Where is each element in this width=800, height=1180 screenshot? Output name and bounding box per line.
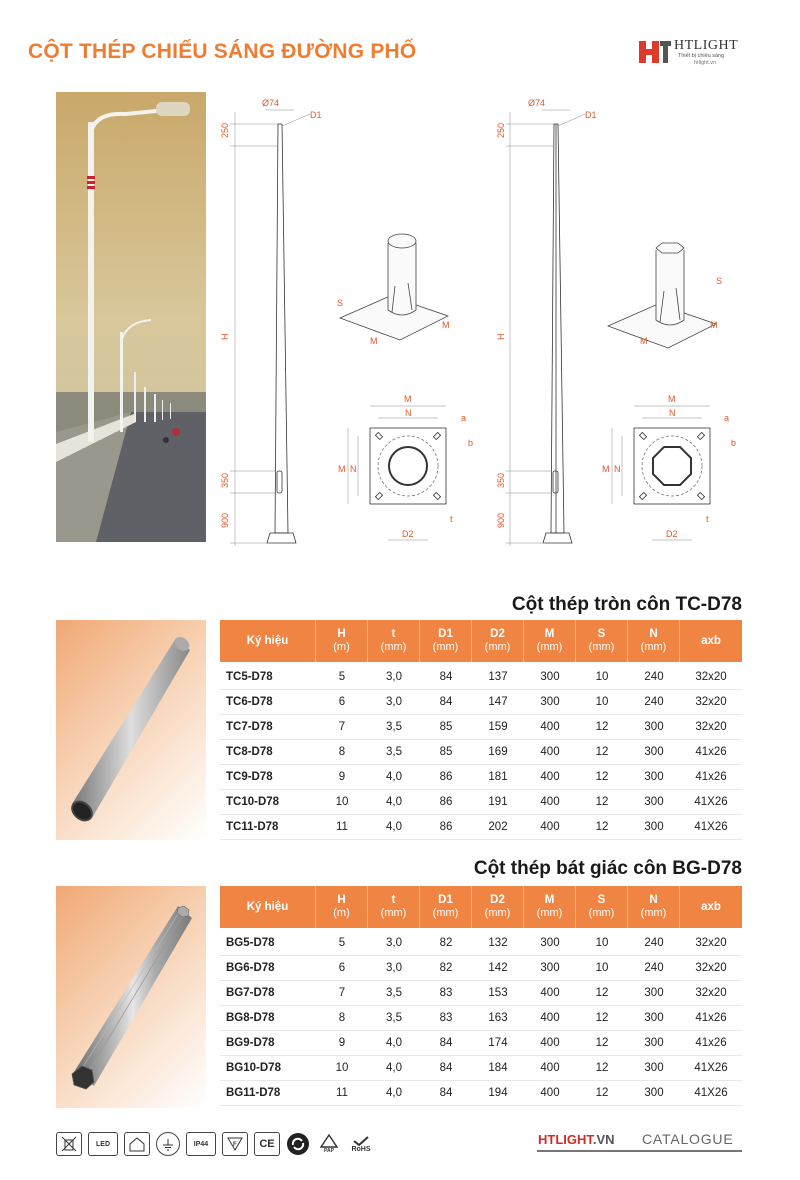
table-cell: 5	[316, 662, 368, 690]
table-cell: 400	[524, 1081, 576, 1106]
cell-code: BG11-D78	[220, 1081, 316, 1106]
table-cell: 3,0	[368, 956, 420, 981]
logo-brand: HTLIGHT	[674, 38, 739, 53]
table-cell: 82	[420, 928, 472, 956]
table-cell: 400	[524, 815, 576, 840]
svg-text:F: F	[233, 1142, 237, 1148]
street-photo	[56, 92, 206, 542]
left-d2-label: D2	[402, 529, 414, 539]
table-cell: 240	[628, 956, 680, 981]
octagonal-section-title: Cột thép bát giác côn BG-D78	[473, 858, 742, 879]
table-cell: 11	[316, 1081, 368, 1106]
table-cell: 159	[472, 715, 524, 740]
octagonal-pole-elevation	[506, 110, 585, 546]
table-cell: 6	[316, 956, 368, 981]
right-m-label: M	[668, 394, 676, 404]
table-cell: 12	[576, 1056, 628, 1081]
table-cell: 32x20	[680, 662, 742, 690]
table-cell: 153	[472, 981, 524, 1006]
table-cell: 12	[576, 740, 628, 765]
table-cell: 12	[576, 981, 628, 1006]
footer-catalogue-label: CATALOGUE	[642, 1131, 734, 1147]
right-n-label: N	[669, 408, 676, 418]
table-cell: 300	[628, 1056, 680, 1081]
round-spec-table	[220, 620, 742, 840]
table-cell: 7	[316, 981, 368, 1006]
right-top-h-label: 250	[496, 122, 506, 138]
table-cell: 12	[576, 765, 628, 790]
table-cell: 163	[472, 1006, 524, 1031]
table-header-row	[220, 886, 742, 928]
cell-code: TC10-D78	[220, 790, 316, 815]
table-cell: 11	[316, 815, 368, 840]
certification-icons	[56, 1130, 374, 1158]
ce-icon: CE	[254, 1132, 280, 1156]
table-cell: 300	[628, 1081, 680, 1106]
table-cell: 9	[316, 1031, 368, 1056]
table-cell: 300	[524, 662, 576, 690]
left-s-label: S	[337, 298, 344, 308]
table-cell: 12	[576, 815, 628, 840]
rohs-icon: RoHS	[348, 1132, 374, 1156]
table-cell: 400	[524, 740, 576, 765]
table-row	[220, 790, 742, 815]
round-base-3d	[340, 234, 448, 340]
cell-code: BG10-D78	[220, 1056, 316, 1081]
left-base-h-label: 900	[220, 512, 230, 528]
table-cell: 240	[628, 662, 680, 690]
cell-code: TC7-D78	[220, 715, 316, 740]
header-axb: axb	[680, 620, 742, 662]
left-door-h-label: 350	[220, 472, 230, 488]
left-b-label: b	[468, 438, 474, 448]
left-t-label: t	[450, 514, 453, 524]
table-cell: 300	[524, 956, 576, 981]
led-icon: LED	[88, 1132, 118, 1156]
technical-drawings	[210, 88, 750, 558]
table-cell: 132	[472, 928, 524, 956]
table-cell: 41x26	[680, 765, 742, 790]
header-n: N (mm)	[628, 620, 680, 662]
table-cell: 300	[628, 981, 680, 1006]
table-cell: 41X26	[680, 790, 742, 815]
round-pole-elevation	[230, 110, 310, 546]
table-cell: 86	[420, 790, 472, 815]
table-cell: 41X26	[680, 815, 742, 840]
table-cell: 147	[472, 690, 524, 715]
left-n-label: N	[405, 408, 412, 418]
table-cell: 4,0	[368, 765, 420, 790]
f-mark-icon	[222, 1132, 248, 1156]
left-m-label: M	[404, 394, 412, 404]
table-cell: 240	[628, 928, 680, 956]
table-cell: 84	[420, 1056, 472, 1081]
header-code: Ký hiệu	[220, 886, 316, 928]
table-cell: 8	[316, 1006, 368, 1031]
header-code: Ký hiệu	[220, 620, 316, 662]
octagonal-base-plan	[612, 406, 710, 540]
cell-code: BG6-D78	[220, 956, 316, 981]
table-cell: 4,0	[368, 790, 420, 815]
octagonal-pipe-image	[56, 886, 206, 1108]
table-cell: 12	[576, 790, 628, 815]
cell-code: BG5-D78	[220, 928, 316, 956]
table-cell: 41x26	[680, 1006, 742, 1031]
header-m: M (mm)	[524, 886, 576, 928]
table-cell: 184	[472, 1056, 524, 1081]
table-cell: 4,0	[368, 1031, 420, 1056]
recycle-icon	[286, 1132, 310, 1156]
logo-slogan: Thiết bị chiếu sáng	[678, 53, 725, 59]
table-cell: 84	[420, 1081, 472, 1106]
table-cell: 32x20	[680, 956, 742, 981]
table-cell: 41X26	[680, 1056, 742, 1081]
octagonal-base-3d	[608, 243, 716, 348]
table-cell: 83	[420, 981, 472, 1006]
table-cell: 169	[472, 740, 524, 765]
table-cell: 300	[628, 740, 680, 765]
table-cell: 400	[524, 765, 576, 790]
cell-code: BG9-D78	[220, 1031, 316, 1056]
table-cell: 5	[316, 928, 368, 956]
table-cell: 4,0	[368, 1081, 420, 1106]
table-cell: 10	[576, 690, 628, 715]
table-cell: 240	[628, 690, 680, 715]
table-cell: 3,5	[368, 981, 420, 1006]
table-row	[220, 1081, 742, 1106]
table-cell: 400	[524, 981, 576, 1006]
weee-icon	[56, 1132, 82, 1156]
table-cell: 3,0	[368, 690, 420, 715]
table-cell: 400	[524, 790, 576, 815]
table-row	[220, 981, 742, 1006]
table-row	[220, 956, 742, 981]
right-t-label: t	[706, 514, 709, 524]
round-table-body	[220, 662, 742, 840]
table-cell: 10	[576, 956, 628, 981]
header-d1: D1 (mm)	[420, 620, 472, 662]
table-cell: 300	[524, 690, 576, 715]
right-d1-label: D1	[585, 110, 597, 120]
header-d1: D1 (mm)	[420, 886, 472, 928]
header-h: H (m)	[316, 886, 368, 928]
table-cell: 83	[420, 1006, 472, 1031]
table-cell: 84	[420, 690, 472, 715]
right-door-h-label: 350	[496, 472, 506, 488]
left-n-label-v: N	[350, 464, 357, 474]
table-cell: 4,0	[368, 1056, 420, 1081]
round-base-plan	[348, 406, 446, 540]
table-cell: 12	[576, 1006, 628, 1031]
table-cell: 300	[628, 815, 680, 840]
right-top-dia-label: Ø74	[528, 98, 546, 108]
table-cell: 84	[420, 1031, 472, 1056]
table-cell: 3,0	[368, 928, 420, 956]
table-cell: 3,5	[368, 715, 420, 740]
header-n: N (mm)	[628, 886, 680, 928]
table-cell: 12	[576, 1081, 628, 1106]
table-cell: 9	[316, 765, 368, 790]
right-base-h-label: 900	[496, 512, 506, 528]
octagonal-spec-table	[220, 886, 742, 1106]
table-cell: 300	[524, 928, 576, 956]
table-cell: 10	[576, 928, 628, 956]
table-cell: 191	[472, 790, 524, 815]
right-b-label: b	[731, 438, 737, 448]
table-cell: 3,5	[368, 1006, 420, 1031]
table-header-row	[220, 620, 742, 662]
table-cell: 12	[576, 1031, 628, 1056]
table-cell: 400	[524, 1031, 576, 1056]
table-cell: 12	[576, 715, 628, 740]
table-cell: 194	[472, 1081, 524, 1106]
header-t: t (mm)	[368, 620, 420, 662]
right-s-label: S	[716, 276, 723, 286]
table-row	[220, 1031, 742, 1056]
header-h: H (m)	[316, 620, 368, 662]
table-row	[220, 765, 742, 790]
table-cell: 174	[472, 1031, 524, 1056]
table-cell: 8	[316, 740, 368, 765]
header-s: S (mm)	[576, 886, 628, 928]
table-cell: 400	[524, 1056, 576, 1081]
table-cell: 41x26	[680, 740, 742, 765]
pap-icon: PAP	[316, 1132, 342, 1156]
table-row	[220, 1056, 742, 1081]
round-pipe-image	[56, 620, 206, 840]
table-cell: 85	[420, 740, 472, 765]
octagonal-table-body	[220, 928, 742, 1106]
table-cell: 85	[420, 715, 472, 740]
table-cell: 300	[628, 1031, 680, 1056]
left-d1-label: D1	[310, 110, 322, 120]
header-d2: D2 (mm)	[472, 886, 524, 928]
table-cell: 300	[628, 790, 680, 815]
logo-mark-icon	[638, 38, 672, 66]
cell-code: BG7-D78	[220, 981, 316, 1006]
left-m-label-3d-2: M	[442, 320, 450, 330]
table-cell: 137	[472, 662, 524, 690]
footer-divider	[537, 1150, 742, 1152]
table-cell: 300	[628, 765, 680, 790]
cell-code: TC11-D78	[220, 815, 316, 840]
table-row	[220, 1006, 742, 1031]
cell-code: TC9-D78	[220, 765, 316, 790]
table-cell: 84	[420, 662, 472, 690]
table-cell: 6	[316, 690, 368, 715]
left-a-label: a	[461, 413, 467, 423]
table-row	[220, 815, 742, 840]
table-cell: 202	[472, 815, 524, 840]
table-row	[220, 690, 742, 715]
table-row	[220, 662, 742, 690]
right-d2-label: D2	[666, 529, 678, 539]
table-cell: 10	[316, 790, 368, 815]
right-m-label-3d-2: M	[710, 320, 718, 330]
table-cell: 300	[628, 1006, 680, 1031]
table-cell: 86	[420, 765, 472, 790]
htlight-logo[interactable]	[638, 36, 748, 68]
right-m-label-3d: M	[640, 336, 648, 346]
table-cell: 3,0	[368, 662, 420, 690]
table-cell: 41x26	[680, 1031, 742, 1056]
table-cell: 10	[576, 662, 628, 690]
table-cell: 3,5	[368, 740, 420, 765]
left-top-h-label: 250	[220, 122, 230, 138]
left-h-label: H	[220, 333, 230, 340]
table-cell: 181	[472, 765, 524, 790]
table-cell: 32x20	[680, 981, 742, 1006]
footer-site-link[interactable]: HTLIGHT.VN	[538, 1132, 615, 1147]
table-cell: 400	[524, 715, 576, 740]
header-m: M (mm)	[524, 620, 576, 662]
table-row	[220, 715, 742, 740]
table-cell: 32x20	[680, 928, 742, 956]
table-row	[220, 740, 742, 765]
right-h-label: H	[496, 333, 506, 340]
house-icon	[124, 1132, 150, 1156]
page-title: CỘT THÉP CHIẾU SÁNG ĐƯỜNG PHỐ	[28, 40, 417, 63]
header-d2: D2 (mm)	[472, 620, 524, 662]
right-n-label-v: N	[614, 464, 621, 474]
ip44-icon: IP44	[186, 1132, 216, 1156]
left-m-label-v: M	[338, 464, 346, 474]
table-cell: 7	[316, 715, 368, 740]
table-cell: 300	[628, 715, 680, 740]
cell-code: TC5-D78	[220, 662, 316, 690]
table-cell: 4,0	[368, 815, 420, 840]
round-section-title: Cột thép tròn côn TC-D78	[511, 594, 742, 615]
table-cell: 41X26	[680, 1081, 742, 1106]
cell-code: TC8-D78	[220, 740, 316, 765]
ground-icon	[156, 1132, 180, 1156]
table-cell: 86	[420, 815, 472, 840]
table-cell: 32x20	[680, 715, 742, 740]
table-cell: 82	[420, 956, 472, 981]
table-cell: 10	[316, 1056, 368, 1081]
right-a-label: a	[724, 413, 730, 423]
logo-site: htlight.vn	[694, 60, 717, 66]
cell-code: TC6-D78	[220, 690, 316, 715]
header-t: t (mm)	[368, 886, 420, 928]
header-axb: axb	[680, 886, 742, 928]
table-cell: 32x20	[680, 690, 742, 715]
table-cell: 142	[472, 956, 524, 981]
cell-code: BG8-D78	[220, 1006, 316, 1031]
header-s: S (mm)	[576, 620, 628, 662]
table-cell: 400	[524, 1006, 576, 1031]
left-m-label-3d: M	[370, 336, 378, 346]
left-top-dia-label: Ø74	[262, 98, 280, 108]
table-row	[220, 928, 742, 956]
right-m-label-v: M	[602, 464, 610, 474]
